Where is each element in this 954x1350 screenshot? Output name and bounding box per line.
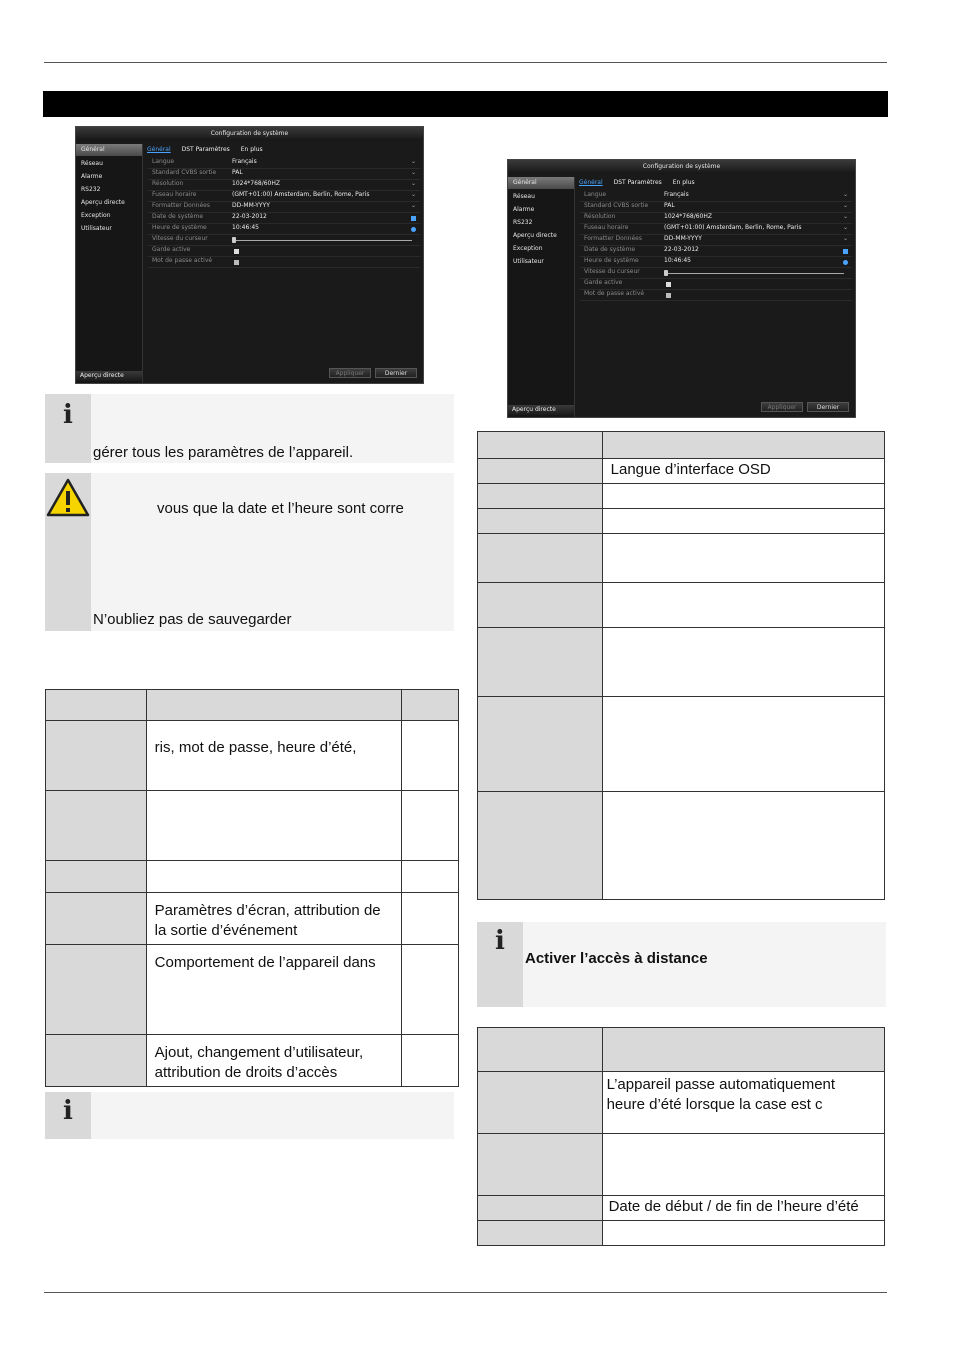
table-row: Comportement de l’appareil dans (46, 945, 459, 1035)
slider-handle[interactable] (664, 270, 668, 276)
table-header-row (46, 690, 459, 721)
table-row: Paramètres d’écran, attribution de la sortie d’événement (46, 893, 459, 945)
menu-item-exception[interactable]: Exception (513, 245, 543, 252)
info-note-remote (477, 922, 886, 1007)
row-cursor-speed[interactable]: Vitesse du curseur (580, 268, 852, 279)
top-rule (44, 62, 887, 63)
dropdown-arrow-icon: ⌄ (410, 191, 416, 198)
dst-settings-table (477, 1027, 885, 1246)
menu-overview-table (45, 689, 459, 1087)
table-row: L’appareil passe automatiquement heure d’été lorsque la case est c (478, 1072, 885, 1134)
dropdown-arrow-icon: ⌄ (842, 202, 848, 209)
table-row: ris, mot de passe, heure d’été, (46, 721, 459, 791)
row-password-active[interactable]: Mot de passe activé (580, 290, 852, 301)
menu-item-alarm[interactable]: Alarme (81, 173, 103, 180)
back-button[interactable]: Dernier (375, 368, 417, 378)
row-resolution[interactable]: Résolution 1024*768/60HZ ⌄ (580, 213, 852, 224)
table-row (478, 484, 885, 509)
menu-item-exception[interactable]: Exception (81, 212, 111, 219)
dropdown-arrow-icon: ⌄ (842, 235, 848, 242)
menu-item-user[interactable]: Utilisateur (81, 225, 112, 232)
row-language[interactable]: Langue Français ⌄ (148, 158, 420, 169)
tab-bar (147, 146, 272, 153)
live-view-button[interactable]: Aperçu directe (76, 371, 142, 381)
info-icon: i (495, 926, 505, 956)
row-system-time[interactable]: Heure de système 10:46:45 (148, 224, 420, 235)
row-cursor-speed[interactable]: Vitesse du curseur (148, 235, 420, 246)
menu-item-live[interactable]: Aperçu directe (513, 232, 557, 239)
info-icon: i (63, 1096, 73, 1126)
tab-general[interactable]: Général (579, 179, 603, 186)
menu-item-general[interactable]: Général (508, 177, 574, 189)
table-row (478, 1134, 885, 1196)
row-date-format[interactable]: Formatter Données DD-MM-YYYY ⌄ (148, 202, 420, 213)
tab-more[interactable]: En plus (240, 146, 263, 153)
menu-item-network[interactable]: Réseau (81, 160, 103, 167)
cursor-speed-slider[interactable] (232, 240, 412, 241)
table-row (478, 792, 885, 900)
tab-dst[interactable]: DST Paramètres (613, 179, 662, 186)
calendar-icon[interactable] (843, 249, 848, 254)
password-active-checkbox[interactable] (234, 260, 239, 265)
bottom-rule (44, 1292, 887, 1293)
side-menu (76, 144, 143, 383)
info-icon: i (63, 400, 73, 430)
menu-item-general[interactable]: Général (76, 144, 142, 156)
row-system-time[interactable]: Heure de système 10:46:45 (580, 257, 852, 268)
apply-button[interactable]: Appliquer (761, 402, 803, 412)
menu-item-user[interactable]: Utilisateur (513, 258, 544, 265)
apply-button[interactable]: Appliquer (329, 368, 371, 378)
dropdown-arrow-icon: ⌄ (410, 158, 416, 165)
table-row (478, 697, 885, 792)
clock-icon[interactable] (843, 260, 848, 265)
cursor-speed-slider[interactable] (664, 273, 844, 274)
table-row: Date de début / de fin de l’heure d’été (478, 1196, 885, 1221)
dropdown-arrow-icon: ⌄ (842, 191, 848, 198)
dropdown-arrow-icon: ⌄ (410, 202, 416, 209)
guard-active-checkbox[interactable] (234, 249, 239, 254)
table-header-row (478, 1028, 885, 1072)
dropdown-arrow-icon: ⌄ (410, 180, 416, 187)
side-menu (508, 177, 575, 417)
info-note (45, 394, 454, 463)
window-title: Configuration de système (76, 127, 423, 141)
table-header-row (478, 432, 885, 459)
dropdown-arrow-icon: ⌄ (410, 169, 416, 176)
clock-icon[interactable] (411, 227, 416, 232)
tab-general[interactable]: Général (147, 146, 171, 153)
row-cvbs[interactable]: Standard CVBS sortie PAL ⌄ (580, 202, 852, 213)
menu-item-network[interactable]: Réseau (513, 193, 535, 200)
table-row (478, 583, 885, 628)
dvr-screenshot-left (75, 126, 424, 384)
row-date-format[interactable]: Formatter Données DD-MM-YYYY ⌄ (580, 235, 852, 246)
guard-active-checkbox[interactable] (666, 282, 671, 287)
table-row: Langue d’interface OSD (478, 459, 885, 484)
general-settings-table (477, 431, 885, 900)
dropdown-arrow-icon: ⌄ (842, 213, 848, 220)
password-active-checkbox[interactable] (666, 293, 671, 298)
info-note-text: Activer l’accès à distance (525, 950, 708, 967)
row-timezone[interactable]: Fuseau horaire (GMT+01:00) Amsterdam, Berlin, Rome, Paris ⌄ (148, 191, 420, 202)
menu-item-rs232[interactable]: RS232 (513, 219, 533, 226)
row-guard-active[interactable]: Garde active (580, 279, 852, 290)
warning-note (45, 473, 454, 631)
table-row (478, 628, 885, 697)
row-language[interactable]: Langue Français ⌄ (580, 191, 852, 202)
row-resolution[interactable]: Résolution 1024*768/60HZ ⌄ (148, 180, 420, 191)
dvr-screenshot-right (507, 159, 856, 418)
live-view-button[interactable]: Aperçu directe (508, 405, 574, 415)
table-row: Ajout, changement d’utilisateur, attribution de droits d’accès (46, 1035, 459, 1087)
warning-text-2: N’oubliez pas de sauvegarder (93, 611, 292, 628)
table-row (46, 861, 459, 893)
row-system-date[interactable]: Date de système 22-03-2012 (148, 213, 420, 224)
row-password-active[interactable]: Mot de passe activé (148, 257, 420, 268)
info-note-bottom (45, 1092, 454, 1139)
table-row (46, 791, 459, 861)
row-timezone[interactable]: Fuseau horaire (GMT+01:00) Amsterdam, Berlin, Rome, Paris ⌄ (580, 224, 852, 235)
table-row (478, 1221, 885, 1246)
section-header-bar (43, 91, 888, 117)
window-title: Configuration de système (508, 160, 855, 174)
table-row (478, 509, 885, 534)
row-system-date[interactable]: Date de système 22-03-2012 (580, 246, 852, 257)
calendar-icon[interactable] (411, 216, 416, 221)
tab-bar (579, 179, 704, 186)
slider-handle[interactable] (232, 237, 236, 243)
row-cvbs[interactable]: Standard CVBS sortie PAL ⌄ (148, 169, 420, 180)
back-button[interactable]: Dernier (807, 402, 849, 412)
tab-dst[interactable]: DST Paramètres (181, 146, 230, 153)
warning-text-1: vous que la date et l’heure sont corre (157, 500, 404, 517)
info-note-text: gérer tous les paramètres de l’appareil. (93, 444, 354, 461)
row-guard-active[interactable]: Garde active (148, 246, 420, 257)
menu-item-live[interactable]: Aperçu directe (81, 199, 125, 206)
menu-item-alarm[interactable]: Alarme (513, 206, 535, 213)
dropdown-arrow-icon: ⌄ (842, 224, 848, 231)
menu-item-rs232[interactable]: RS232 (81, 186, 101, 193)
table-row (478, 534, 885, 583)
tab-more[interactable]: En plus (672, 179, 695, 186)
warning-icon (46, 478, 90, 518)
